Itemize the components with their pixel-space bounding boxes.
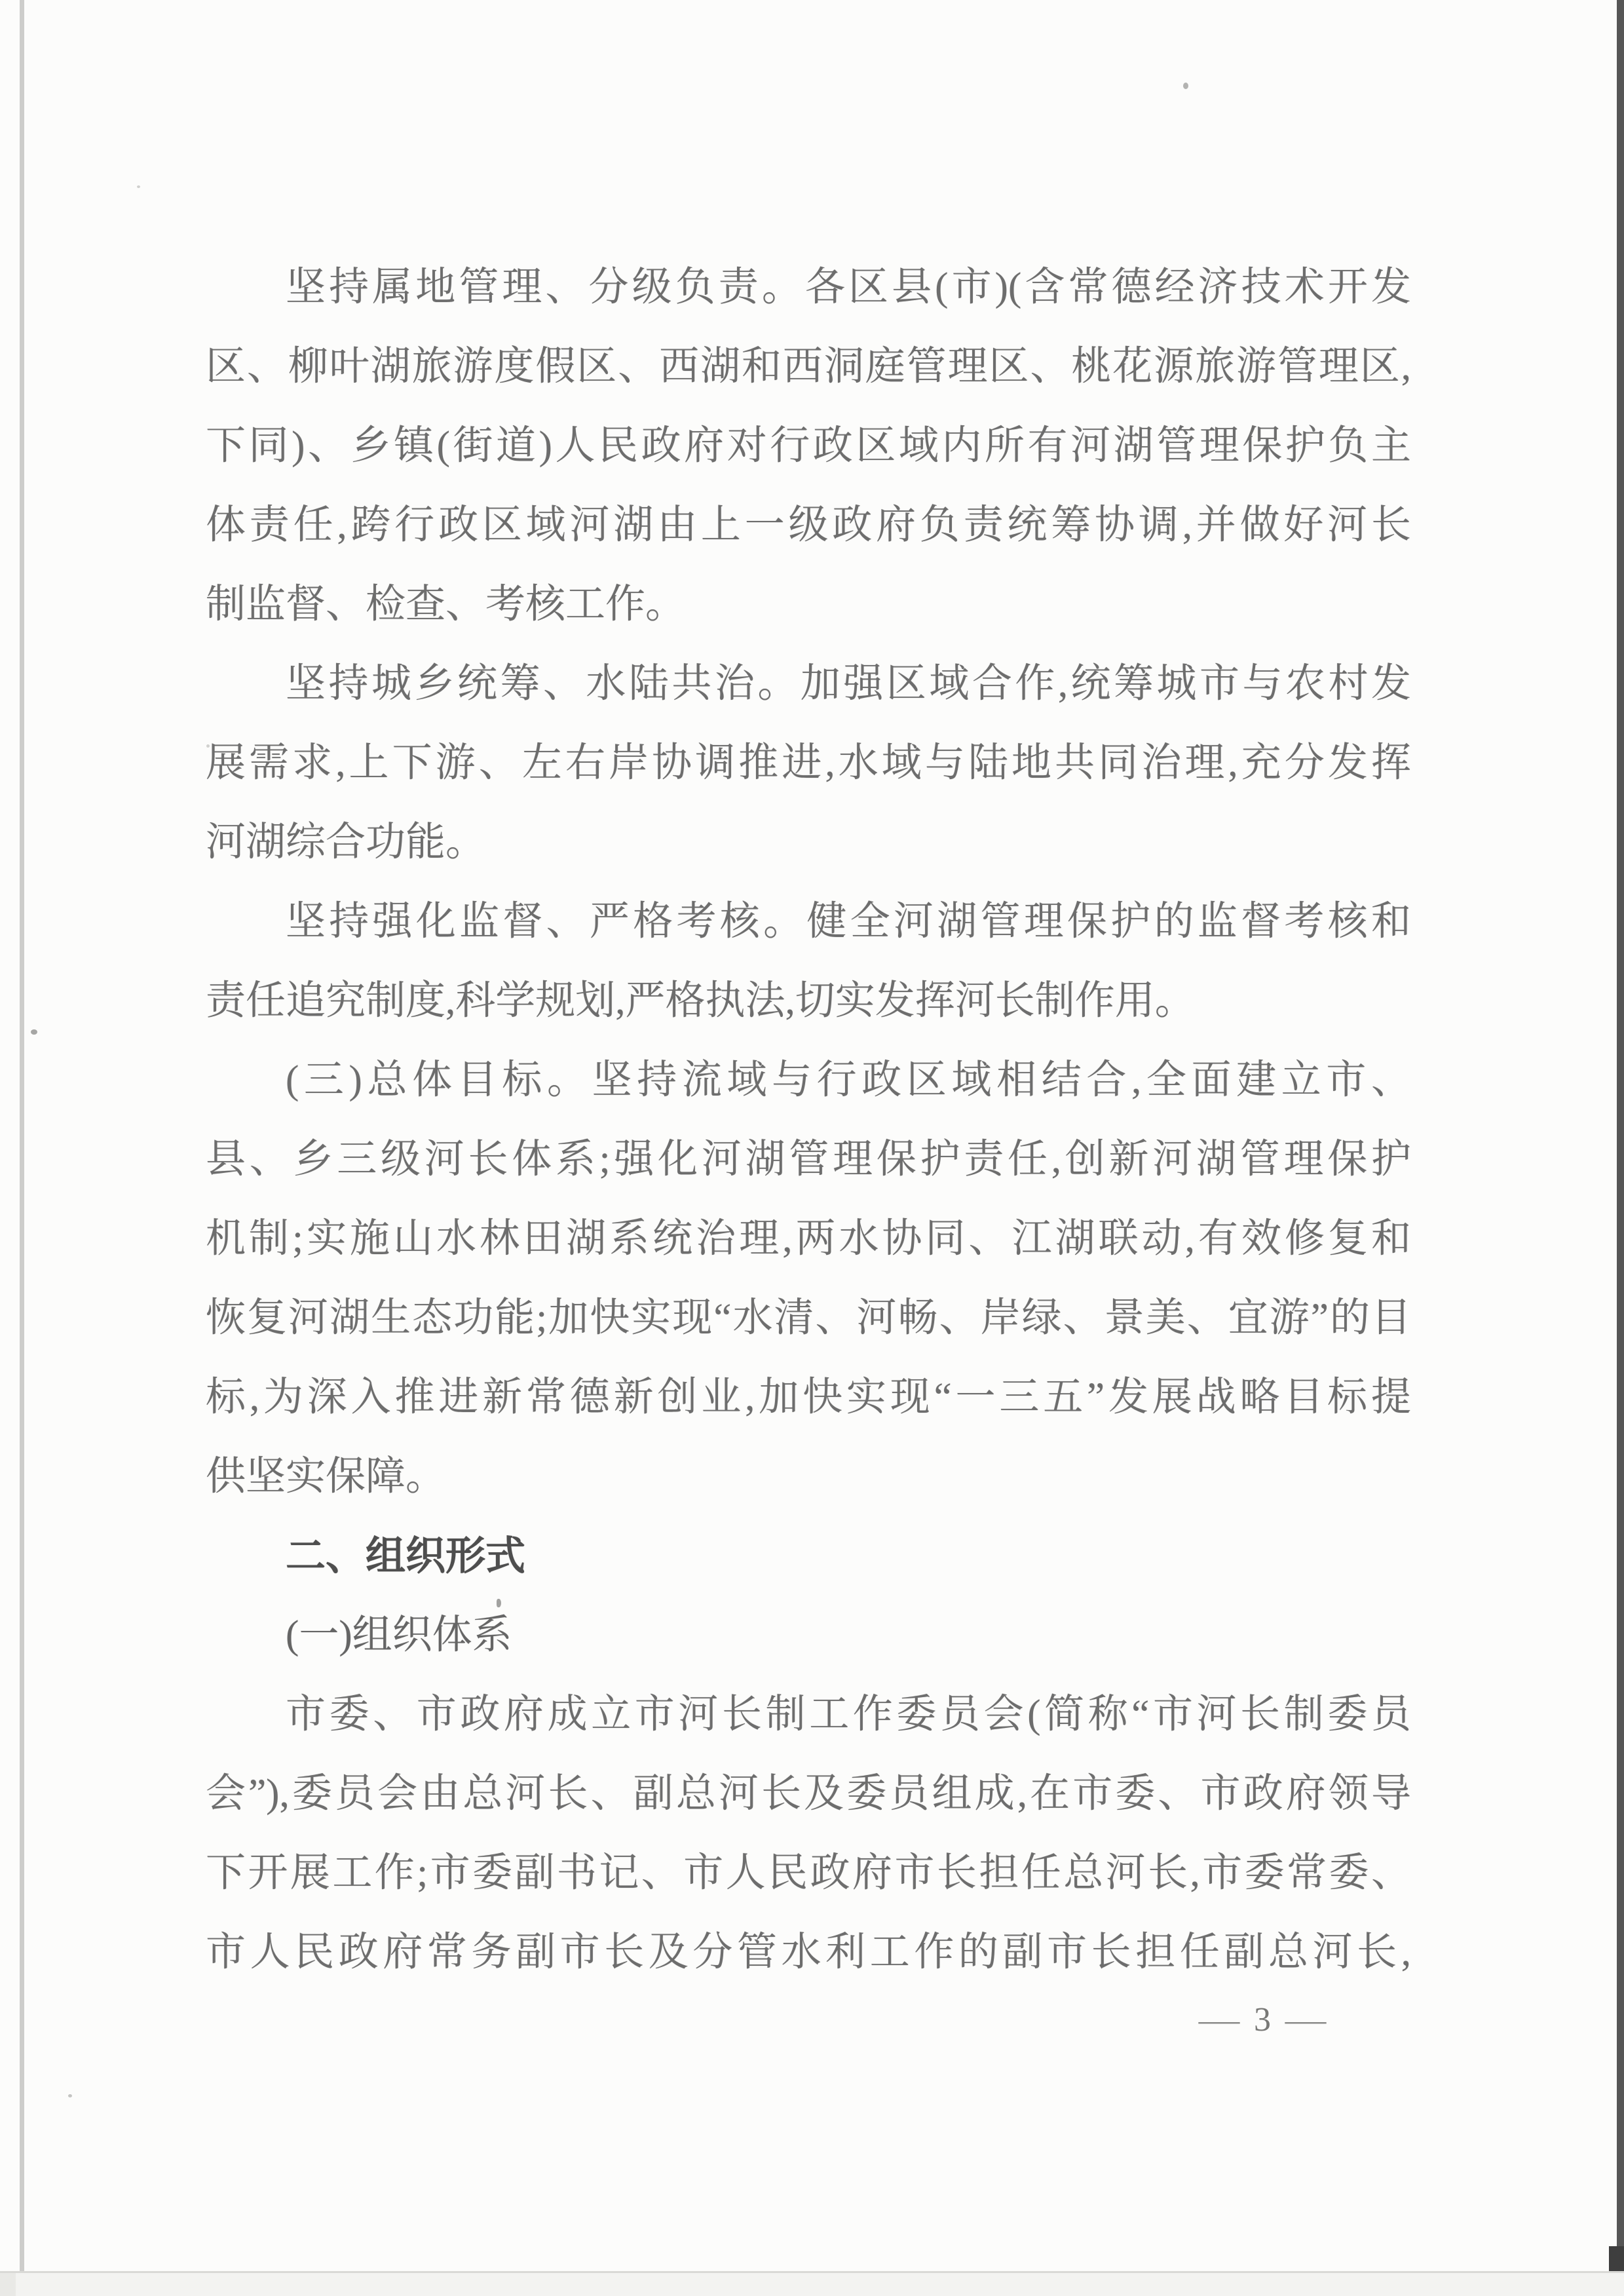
scan-bottom-left-patch	[0, 2273, 16, 2296]
text-line: 展需求,上下游、左右岸协调推进,水域与陆地共同治理,充分发挥	[206, 741, 1411, 785]
text-line: 坚持城乡统筹、水陆共治。加强区域合作,统筹城市与农村发	[286, 662, 1411, 706]
scan-speck	[68, 2094, 72, 2097]
text-line: 市人民政府常务副市长及分管水利工作的副市长担任副总河长,	[206, 1930, 1411, 1974]
document-body	[206, 248, 1411, 1992]
text-line: 会”),委员会由总河长、副总河长及委员组成,在市委、市政府领导	[206, 1772, 1411, 1816]
page-number	[1198, 1999, 1327, 2040]
text-line: 区、柳叶湖旅游度假区、西湖和西洞庭管理区、桃花源旅游管理区,	[206, 345, 1411, 389]
text-line: 机制;实施山水林田湖系统治理,两水协同、江湖联动,有效修复和	[206, 1217, 1411, 1261]
subsection-heading: (一)组织体系	[286, 1613, 512, 1657]
scan-right-edge-line	[1617, 0, 1624, 2296]
text-line: 标,为深入推进新常德新创业,加快实现“一三五”发展战略目标提	[206, 1375, 1411, 1419]
text-line: 市委、市政府成立市河长制工作委员会(简称“市河长制委员	[286, 1693, 1411, 1736]
text-line: 下开展工作;市委副书记、市人民政府市长担任总河长,市委常委、	[206, 1851, 1411, 1895]
text-line: 供坚实保障。	[206, 1455, 446, 1499]
text-line: (三)总体目标。坚持流域与行政区域相结合,全面建立市、	[286, 1058, 1411, 1102]
text-line: 制监督、检查、考核工作。	[206, 583, 686, 626]
text-line: 坚持强化监督、严格考核。健全河湖管理保护的监督考核和	[286, 900, 1411, 944]
scan-bottom-strip	[0, 2273, 1624, 2296]
text-line: 下同)、乡镇(街道)人民政府对行政区域内所有河湖管理保护负主	[206, 424, 1411, 468]
page-number-dash-right: —	[1285, 2001, 1327, 2038]
scan-speck	[1183, 83, 1188, 89]
page-number-dash-left: —	[1198, 2001, 1240, 2038]
scan-left-edge-line	[20, 0, 24, 2271]
section-heading: 二、组织形式	[286, 1533, 526, 1578]
text-line: 责任追究制度,科学规划,严格执法,切实发挥河长制作用。	[206, 979, 1195, 1023]
text-line: 河湖综合功能。	[206, 820, 486, 864]
text-line: 体责任,跨行政区域河湖由上一级政府负责统筹协调,并做好河长	[206, 503, 1411, 547]
text-line: 恢复河湖生态功能;加快实现“水清、河畅、岸绿、景美、宜游”的目	[206, 1296, 1411, 1340]
scan-speck	[31, 1029, 37, 1035]
scan-speck	[137, 185, 140, 188]
text-line: 县、乡三级河长体系;强化河湖管理保护责任,创新河湖管理保护	[206, 1138, 1411, 1181]
page-number-value: 3	[1254, 2000, 1271, 2038]
text-line: 坚持属地管理、分级负责。各区县(市)(含常德经济技术开发	[286, 265, 1411, 309]
scan-bottom-boundary-line	[0, 2271, 1624, 2273]
